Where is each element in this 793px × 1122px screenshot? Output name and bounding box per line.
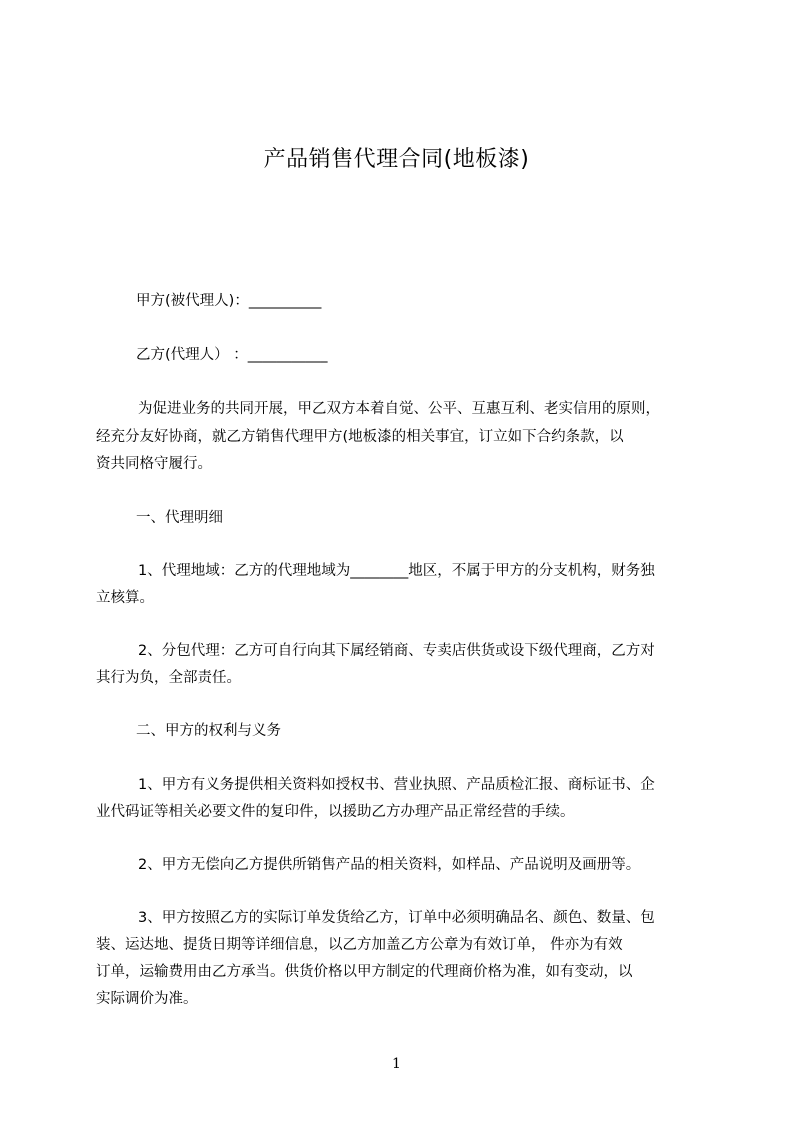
section-1-item-1-line-1: 1、代理地域：乙方的代理地域为________地区，不属于甲方的分支机构，财务独 [138, 563, 655, 579]
section-1-heading: 一、代理明细 [136, 510, 223, 526]
section-2-item-1-line-2: 业代码证等相关必要文件的复印件，以援助乙方办理产品正常经营的手续。 [96, 804, 575, 820]
party-a-line: 甲方(被代理人)：__________ [136, 293, 322, 309]
section-2-item-3-line-4: 实际调价为准。 [96, 991, 198, 1007]
section-2-heading: 二、甲方的权利与义务 [136, 723, 281, 739]
section-1-item-2-line-2: 其行为负，全部责任。 [96, 670, 241, 686]
preamble-line-2: 经充分友好协商，就乙方销售代理甲方(地板漆的相关事宜，订立如下合约条款，以 [96, 429, 624, 445]
document-title: 产品销售代理合同(地板漆) [263, 147, 530, 172]
party-b-line: 乙方(代理人） ：___________ [136, 347, 328, 363]
section-2-item-2: 2、甲方无偿向乙方提供所销售产品的相关资料，如样品、产品说明及画册等。 [138, 857, 641, 873]
preamble-line-3: 资共同格守履行。 [96, 456, 212, 472]
section-1-item-2-line-1: 2、分包代理：乙方可自行向其下属经销商、专卖店供货或设下级代理商，乙方对 [138, 643, 655, 659]
preamble-line-1: 为促进业务的共同开展，甲乙双方本着自觉、公平、互惠互利、老实信用的原则， [138, 401, 660, 417]
section-2-item-1-line-1: 1、甲方有义务提供相关资料如授权书、营业执照、产品质检汇报、商标证书、企 [138, 777, 655, 793]
page-number: 1 [392, 1056, 401, 1072]
section-1-item-1-line-2: 立核算。 [96, 590, 154, 606]
section-2-item-3-line-3: 订单，运输费用由乙方承当。供货价格以甲方制定的代理商价格为准，如有变动，以 [96, 964, 633, 980]
section-2-item-3-line-1: 3、甲方按照乙方的实际订单发货给乙方，订单中必须明确品名、颜色、数量、包 [138, 910, 655, 926]
section-2-item-3-line-2: 装、运达地、提货日期等详细信息，以乙方加盖乙方公章为有效订单， 件亦为有效 [96, 937, 623, 953]
